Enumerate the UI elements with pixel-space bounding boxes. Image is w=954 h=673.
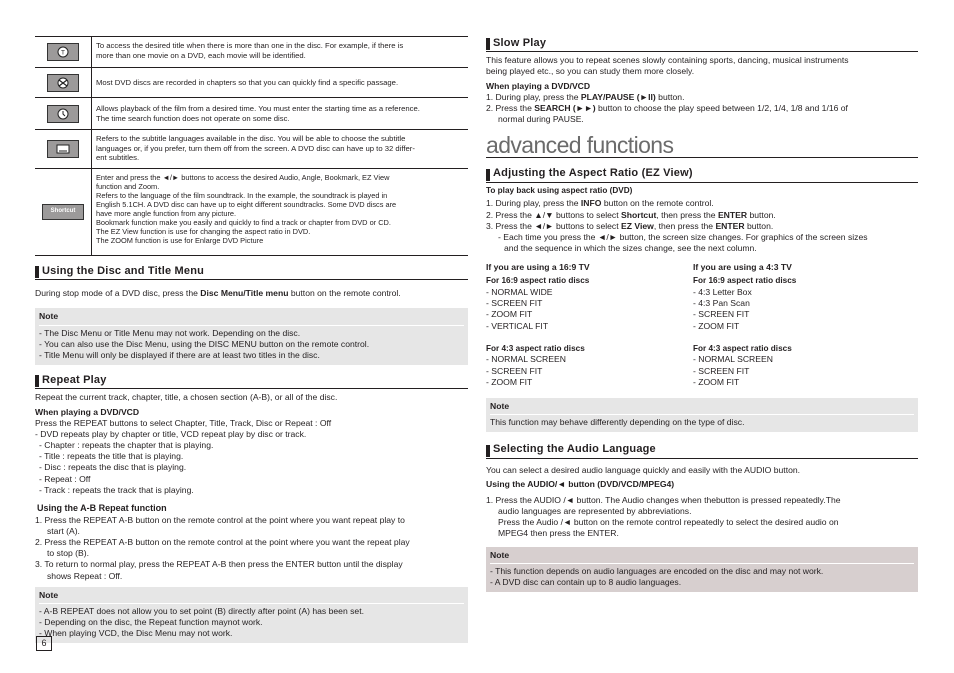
slow-subheading: When playing a DVD/VCD [486,80,591,91]
icon-table [35,36,468,256]
slow-intro: This feature allows you to repeat scenes slowly containing sports, dancing, musical instruments being played etc., so you can study them more closely. [486,55,849,77]
svg-text:T: T [61,49,65,57]
aspect-step-3: 3. Press the ◄/► buttons to select EZ View, then press the ENTER button. [486,220,774,231]
section-heading-repeat: Repeat Play [35,373,468,389]
section-heading-audio: Selecting the Audio Language [486,442,918,458]
audio-steps: 1. Press the AUDIO /◄ button. The Audio changes when thebutton is pressed repeatedly.The audio languages are represented by abbreviations. Press the Audio /◄ button on the remote control repeatedly to select the desired audio on MPEG4 then press the ENTER. [486,494,841,539]
slow-step-1: 1. During play, press the PLAY/PAUSE (►II) button. [486,91,685,102]
icon-row-shortcut: Shortcut Enter and press the ◄/► buttons to access the desired Audio, Angle, Bookmark, EZ View function and Zoom. Refers to the language of the film soundtrack. In the example, the soundtrack is played in English 5.1CH. A DVD disc can have up to eight different soundtracks. Some DVD discs are have more angle function from any picture. Bookmark function make you easily and quickly to find a track or chapter from DVD or CD. The EZ View function is use for changing the aspect ratio in DVD. The ZOOM function is use for Enlarge DVD Picture [35,169,468,256]
shortcut-label: Shortcut [50,208,76,215]
disc-menu-text: During stop mode of a DVD disc, press the Disc Menu/Title menu button on the remote control. [35,288,401,299]
shortcut-icon [42,204,84,220]
repeat-items: - Chapter : repeats the chapter that is playing. - Title : repeats the title that is playing. - Disc : repeats the disc that is playing. - Repeat : Off - Track : repeats the track that is playing. [39,440,214,495]
page-title: advanced functions [486,133,918,158]
aspect-4-3-tv: If you are using a 4:3 TV For 16:9 aspect ratio discs - 4:3 Letter Box - 4:3 Pan Scan - SCREEN FIT - ZOOM FIT For 4:3 aspect ratio discs - NORMAL SCREEN - SCREEN FIT - ZOOM FIT [693,262,797,387]
aspect-tv-columns [486,262,918,388]
chapter-icon [47,74,79,92]
time-icon [47,105,79,123]
aspect-step-1: 1. During play, press the INFO button on the remote control. [486,198,714,209]
aspect-step-2: 2. Press the ▲/▼ buttons to select Shortcut, then press the ENTER button. [486,209,776,220]
aspect-subheading: To play back using aspect ratio (DVD) [486,185,633,195]
repeat-subheading-ab: Using the A-B Repeat function [37,503,167,513]
title-icon [47,43,79,61]
page-number: 6 [36,636,52,651]
aspect-note: Note This function may behave differently depending on the type of disc. [486,398,918,432]
audio-subheading: Using the AUDIO/◄ button (DVD/VCD/MPEG4) [486,478,675,489]
left-column: T To access the desired title when there is more than one in the disc. For example, if there is more than one movie on a DVD, each movie will be identified. Most DVD discs are recorded in chapters so that you can quickly find a specific passage. Allows playback of the film from a desired time. You must enter the starting time as a reference. The time search function does not operate on some disc. Refers to the subtitle languages available in the disc. You will be able to choose the subtitle languages or, if you prefer, turn them off from the screen. A DVD disc can have up to 32 differ- ent subtitles. Shortcut Enter and press the ◄/► buttons to access the desired Audio, Angle, Bookmark, EZ View function and Zoom. Refers to the language of the film soundtrack. In the example, the soundtrack is played in English 5.1CH. A DVD disc can have up to eight different soundtracks. Some DVD discs are have more angle function from any picture. Bookmark function make you easily and quickly to find a track or chapter from DVD or CD. The EZ View function is use for changing the aspect ratio in DVD. The ZOOM function is use for Enlarge DVD Picture Using the Disc and Title Menu During stop mode of a DVD disc, press the Disc Menu/Title menu button on the remote control. Note - The Disc Menu or Title Menu may not work. Depending on the disc. - You can also use the Disc Menu, using the DISC MENU button on the remote control. - Title Menu will only be displayed if there are at least two titles in the disc. Repeat Play Repeat the current track, chapter, title, a chosen section (A-B), or all of the disc. When playing a DVD/VCD Press the REPEAT buttons to select Chapter, Title, Track, Disc or Repeat : Off - DVD repeats play by chapter or title, VCD repeat play by disc or track. - Chapter : repeats the chapter that is playing. - Title : repeats the title that is playing. - Disc : repeats the disc that is playing. - Repeat : Off - Track : repeats the track that is playing. Using the A-B Repeat function 1. Press the REPEAT A-B button on the remote control at the point where you want repeat play to start (A). 2. Press the REPEAT A-B button on the remote control at the point where you want the repeat play to stop (B). 3. To return to normal play, press the REPEAT A-B then press the ENTER button until the display shows Repeat : Off. Note - A-B REPEAT does not allow you to set point (B) directly after point (A) has been set. - Depending on the disc, the Repeat function maynot work. - When playing VCD, the Disc Menu may not work. [35,36,468,643]
right-column: Slow Play This feature allows you to repeat scenes slowly containing sports, dancing, musical instruments being played etc., so you can study them more closely. When playing a DVD/VCD 1. During play, press the PLAY/PAUSE (►II) button. 2. Press the SEARCH (►►) button to choose the play speed between 1/2, 1/4, 1/8 and 1/16 of normal during PAUSE. advanced functions Adjusting the Aspect Ratio (EZ View) To play back using aspect ratio (DVD) 1. During play, press the INFO button on the remote control. 2. Press the ▲/▼ buttons to select Shortcut, then press the ENTER button. 3. Press the ◄/► buttons to select EZ View, then press the ENTER button. - Each time you press the ◄/► button, the screen size changes. For graphics of the screen sizes and the sequence in which the sizes change, see the next column. If you are using a 16:9 TV For 16:9 aspect ratio discs - NORMAL WIDE - SCREEN FIT - ZOOM FIT - VERTICAL FIT For 4:3 aspect ratio discs - NORMAL SCREEN - SCREEN FIT - ZOOM FIT If you are using a 4:3 TV For 16:9 aspect ratio discs - 4:3 Letter Box - 4:3 Pan Scan - SCREEN FIT - ZOOM FIT For 4:3 aspect ratio discs - NORMAL SCREEN - SCREEN FIT - ZOOM FIT Note This function may behave differently depending on the type of disc. Selecting the Audio Language You can select a desired audio language quickly and easily with the AUDIO button. Using the AUDIO/◄ button (DVD/VCD/MPEG4) 1. Press the AUDIO /◄ button. The Audio changes when thebutton is pressed repeatedly.The audio languages are represented by abbreviations. Press the Audio /◄ button on the remote control repeatedly to select the desired audio on MPEG4 then press the ENTER. Note - This function depends on audio languages are encoded on the disc and may not work. - A DVD disc can contain up to 8 audio languages. [486,36,918,592]
icon-row-time: Allows playback of the film from a desired time. You must enter the starting time as a reference. The time search function does not operate on some disc. [35,98,468,130]
icon-row-title: T To access the desired title when there is more than one in the disc. For example, if there is more than one movie on a DVD, each movie will be identified. [35,37,468,68]
repeat-intro: Repeat the current track, chapter, title, a chosen section (A-B), or all of the disc. [35,392,338,403]
icon-row-subtitle: Refers to the subtitle languages available in the disc. You will be able to choose the subtitle languages or, if you prefer, turn them off from the screen. A DVD disc can have up to 32 differ- ent subtitles. [35,130,468,169]
section-heading-disc-menu: Using the Disc and Title Menu [35,264,468,280]
disc-menu-note: Note - The Disc Menu or Title Menu may not work. Depending on the disc. - You can also use the Disc Menu, using the DISC MENU button on the remote control. - Title Menu will only be displayed if there are at least two titles in the disc. [35,308,468,365]
audio-intro: You can select a desired audio language quickly and easily with the AUDIO button. [486,464,801,475]
slow-step-2: 2. Press the SEARCH (►►) button to choose the play speed between 1/2, 1/4, 1/8 and 1/16 of [486,102,848,113]
subtitle-icon [47,140,79,158]
section-heading-slow: Slow Play [486,36,918,52]
repeat-steps: 1. Press the REPEAT A-B button on the remote control at the point where you want repeat play to start (A). 2. Press the REPEAT A-B button on the remote control at the point where you want the repeat play to stop (B). 3. To return to normal play, press the REPEAT A-B then press the ENTER button until the display shows Repeat : Off. [35,514,410,581]
icon-row-chapter: Most DVD discs are recorded in chapters so that you can quickly find a specific passage. [35,68,468,98]
aspect-16-9-tv: If you are using a 16:9 TV For 16:9 aspect ratio discs - NORMAL WIDE - SCREEN FIT - ZOOM FIT - VERTICAL FIT For 4:3 aspect ratio discs - NORMAL SCREEN - SCREEN FIT - ZOOM FIT [486,262,590,387]
repeat-note: Note - A-B REPEAT does not allow you to set point (B) directly after point (A) has been set. - Depending on the disc, the Repeat function maynot work. - When playing VCD, the Disc Menu may not work. [35,587,468,644]
section-heading-aspect: Adjusting the Aspect Ratio (EZ View) [486,166,918,182]
audio-note: Note - This function depends on audio languages are encoded on the disc and may not work. - A DVD disc can contain up to 8 audio languages. [486,547,918,593]
repeat-subheading-dvd: When playing a DVD/VCD [35,406,140,417]
